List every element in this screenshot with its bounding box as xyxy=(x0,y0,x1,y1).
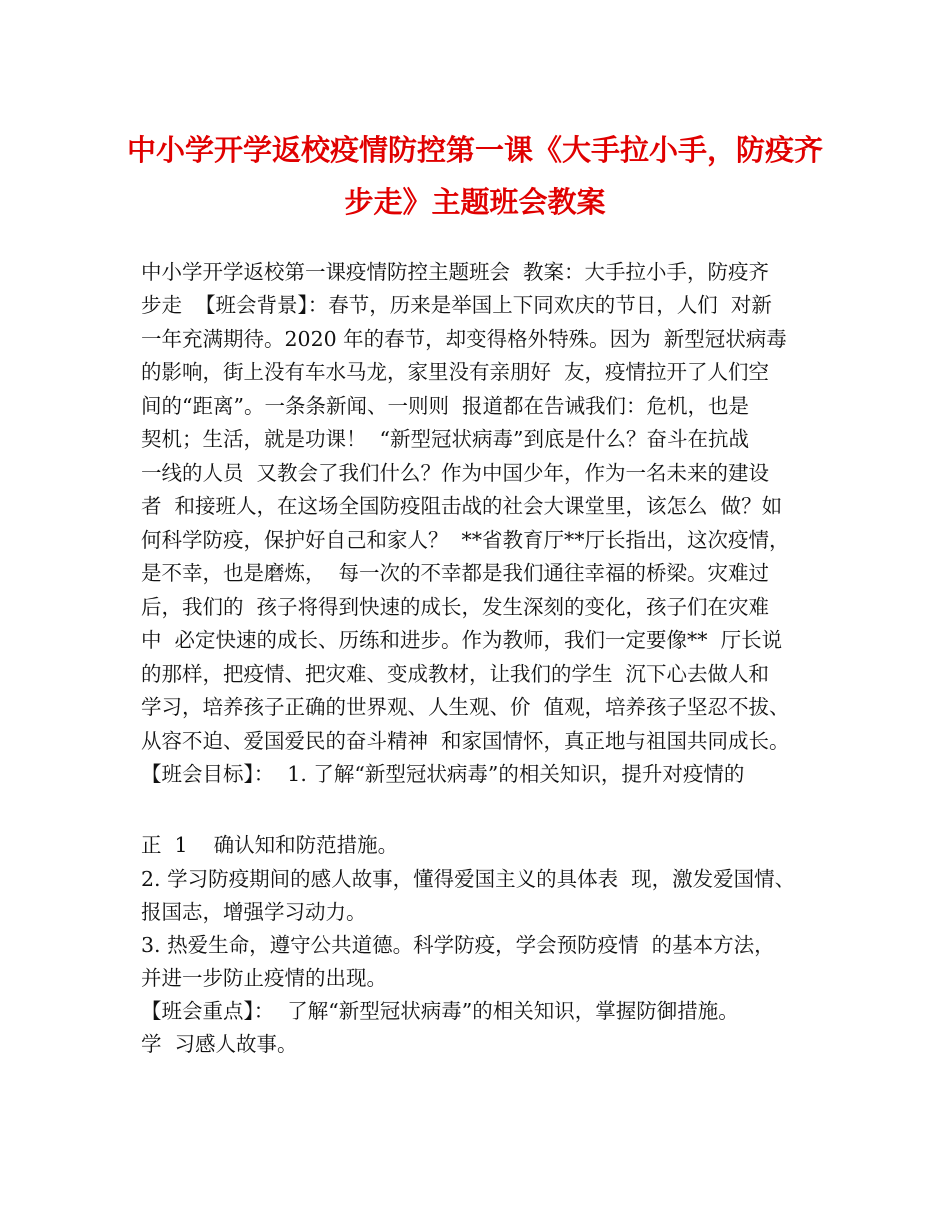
goals-line-4: 3. 热爱生命，遵守公共道德。科学防疫，学会预防疫情 的基本方法， xyxy=(141,933,775,957)
title-line-1: 中小学开学返校疫情防控第一课《大手拉小手，防疫齐 xyxy=(126,133,823,167)
body-line-7: 一线的人员 又教会了我们什么？作为中国少年，作为一名未来的建设 xyxy=(141,461,770,485)
body-line-10: 是不幸，也是磨炼， 每一次的不幸都是我们通往幸福的桥梁。灾难过 xyxy=(141,561,770,585)
goals-line-3: 报国志，增强学习动力。 xyxy=(141,900,367,924)
body-line-15: 从容不迫、爱国爱民的奋斗精神 和家国情怀，真正地与祖国共同成长。 xyxy=(141,729,790,753)
body-line-13: 的那样，把疫情、把灾难、变成教材，让我们的学生 沉下心去做人和 xyxy=(141,662,770,686)
goals-line-1: 正 1 确认知和防范措施。 xyxy=(141,833,399,857)
body-line-3: 一年充满期待。2020 年的春节，却变得格外特殊。因为 新型冠状病毒 xyxy=(141,327,787,351)
body-line-5: 间的“距离”。一条条新闻、一则则 报道都在告诫我们：危机，也是 xyxy=(141,394,749,418)
focus-line-1: 学 习感人故事。 xyxy=(141,1032,298,1056)
goals-line-6: 【班会重点】： 了解“新型冠状病毒”的相关知识，掌握防御措施。 xyxy=(141,999,739,1023)
body-line-16: 【班会目标】： 1. 了解“新型冠状病毒”的相关知识，提升对疫情的 xyxy=(141,762,745,786)
document-title xyxy=(100,124,850,228)
body-line-14: 学习，培养孩子正确的世界观、人生观、价 值观，培养孩子坚忍不拔、 xyxy=(141,695,790,719)
body-line-11: 后，我们的 孩子将得到快速的成长，发生深刻的变化，孩子们在灾难 xyxy=(141,595,770,619)
goals-line-2: 2. 学习防疫期间的感人故事，懂得爱国主义的具体表 现，激发爱国情、 xyxy=(141,867,796,891)
body-line-4: 的影响，街上没有车水马龙，家里没有亲朋好 友，疫情拉开了人们空 xyxy=(141,360,770,384)
body-line-8: 者 和接班人，在这场全国防疫阻击战的社会大课堂里，该怎么 做？如 xyxy=(141,494,783,518)
body-line-2: 步走 【班会背景】：春节，历来是举国上下同欢庆的节日，人们 对新 xyxy=(141,293,772,317)
body-line-9: 何科学防疫，保护好自己和家人？ **省教育厅**厅长指出，这次疫情， xyxy=(141,528,790,552)
body-line-12: 中 必定快速的成长、历练和进步。作为教师，我们一定要像** 厅长说 xyxy=(141,628,783,652)
body-line-6: 契机；生活，就是功课！ “新型冠状病毒”到底是什么？奋斗在抗战 xyxy=(141,427,749,451)
goals-line-5: 并进一步防止疫情的出现。 xyxy=(141,966,387,990)
body-line-1: 中小学开学返校第一课疫情防控主题班会 教案：大手拉小手，防疫齐 xyxy=(141,260,770,284)
title-line-2: 步走》主题班会教案 xyxy=(344,185,606,219)
